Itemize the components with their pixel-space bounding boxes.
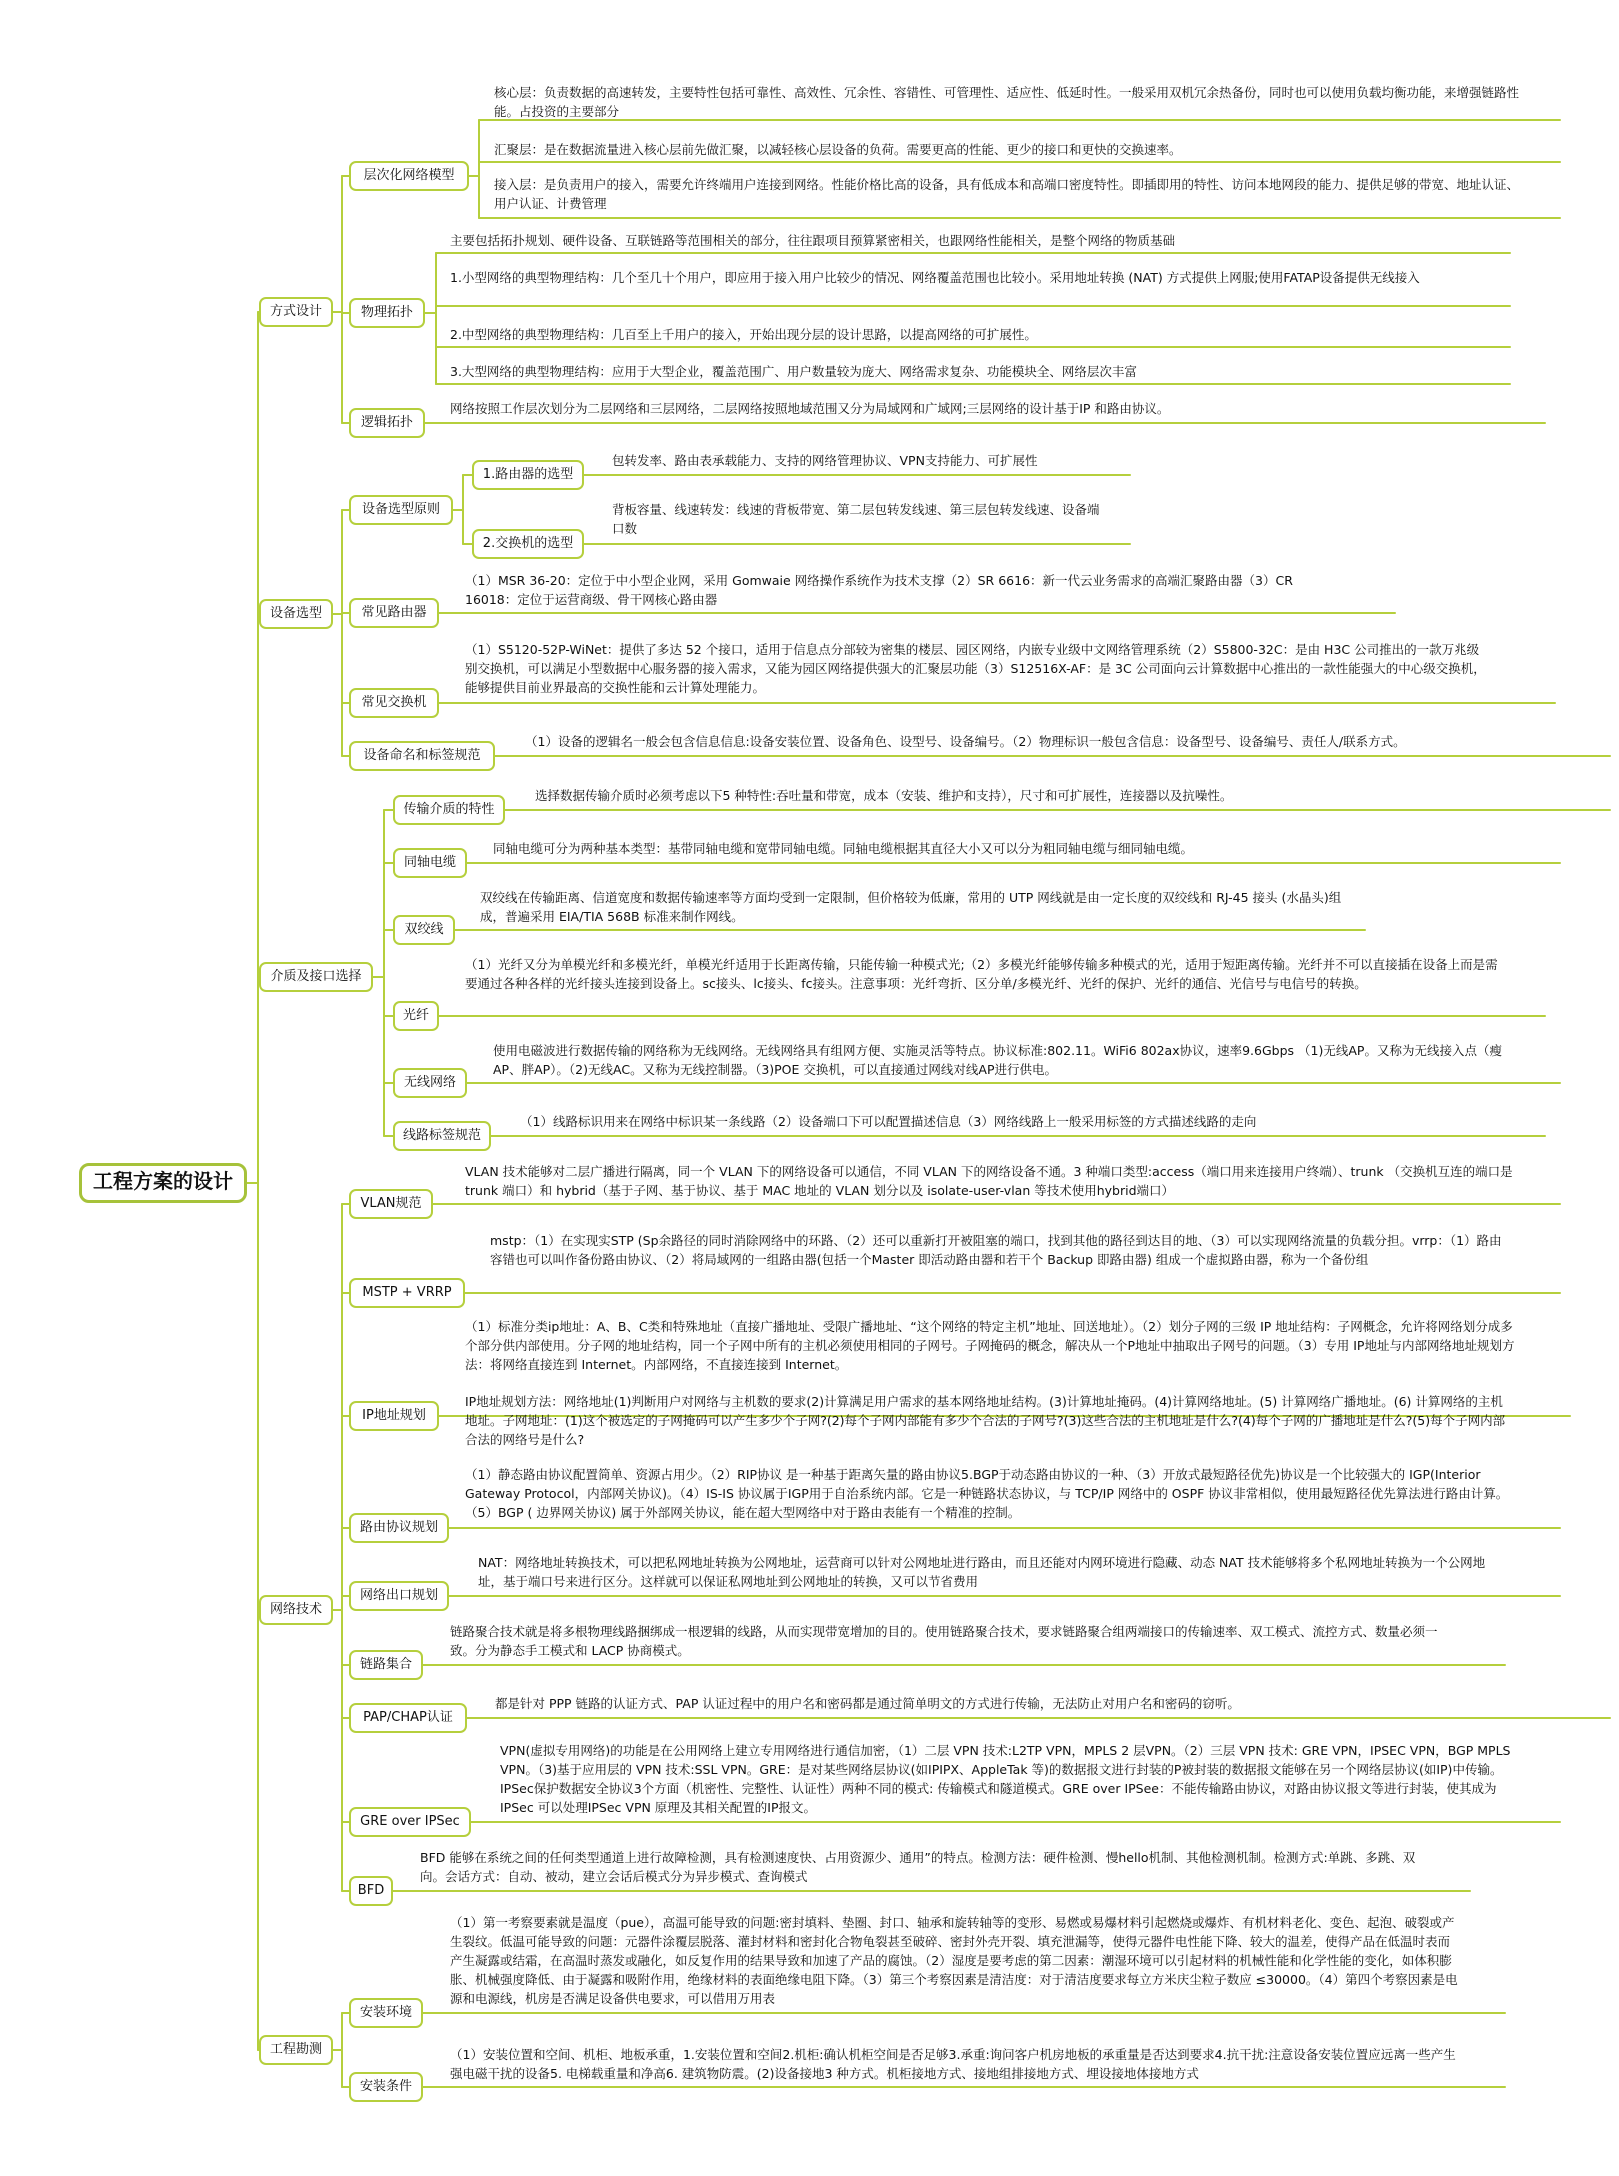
leaf-physical-small: 1.小型网络的典型物理结构：几个至几十个用户，即应用于接入用户比较少的情况、网络覆盖范围也比较小。采用地址转换 (NAT) 方式提供上网服;使用FATAP设备提供无线接入 <box>450 270 1420 285</box>
topic-link-aggregation[interactable]: 链路集合 <box>349 1650 423 1680</box>
topic-mode-design[interactable]: 方式设计 <box>259 297 333 327</box>
leaf-core-layer: 核心层：负责数据的高速转发，主要特性包括可靠性、高效性、冗余性、容错性、可管理性、适应性、低延时性。一般采用双机冗余热备份，同时也可以使用负载均衡功能，来增强链路性能。占投资的主要部分 <box>494 85 1520 119</box>
topic-install-conditions[interactable]: 安装条件 <box>349 2072 423 2102</box>
topic-hierarchical-model[interactable]: 层次化网络模型 <box>349 161 469 191</box>
topic-media-characteristics[interactable]: 传输介质的特性 <box>393 795 505 825</box>
topic-optical-fiber[interactable]: 光纤 <box>393 1001 439 1031</box>
topic-install-environment[interactable]: 安装环境 <box>349 1998 423 2028</box>
leaf-routing-protocol: （1）静态路由协议配置简单、资源占用少。（2）RIP协议 是一种基于距离矢量的路由协议5.BGP于动态路由协议的一种、（3）开放式最短路径优先)协议是一个比较强大的 IGP(Interior Gateway Protocol，内部网关协议)。（4）IS-IS 协议属于IGP用于自治系统内部。它是一种链路状态协议，与 TCP/IP 网络中的 OSPF 协议非常相似，使用最短路径优先算法进行路由计算。（5）BGP ( 边界网关协议) 属于外部网关协议，能在超大型网络中对于路由表能有一个精准的控制。 <box>465 1467 1509 1520</box>
leaf-common-switches: （1）S5120-52P-WiNet：提供了多达 52 个接口，适用于信息点分部较为密集的楼层、园区网络，内嵌专业级中文网络管理系统（2）S5800-32C：是由 H3C 公司推出的一款万兆级别交换机，可以满足小型数据中心服务器的接入需求，又能为园区网络提供强大的汇聚层功能（3）S12516X-AF：是 3C 公司面向云计算数据中心推出的一款性能强大的中心级交换机，能够提供目前业界最高的交换性能和云计算处理能力。 <box>465 642 1486 695</box>
leaf-physical-mid: 2.中型网络的典型物理结构：几百至上千用户的接入，开始出现分层的设计思路，以提高网络的可扩展性。 <box>450 327 1037 342</box>
topic-routing-protocol[interactable]: 路由协议规划 <box>349 1513 449 1543</box>
topic-switch-selection[interactable]: 2.交换机的选型 <box>472 529 584 559</box>
topic-media-interface[interactable]: 介质及接口选择 <box>259 962 373 992</box>
leaf-device-naming: （1）设备的逻辑名一般会包含信息信息:设备安装位置、设备角色、设型号、设备编号。（2）物理标识一般包含信息：设备型号、设备编号、责任人/联系方式。 <box>525 734 1406 749</box>
leaf-physical-large: 3.大型网络的典型物理结构：应用于大型企业，覆盖范围广、用户数量较为庞大、网络需求复杂、功能模块全、网络层次丰富 <box>450 364 1137 379</box>
leaf-link-aggregation: 链路聚合技术就是将多根物理线路捆绑成一根逻辑的线路，从而实现带宽增加的目的。使用链路聚合技术，要求链路聚合组两端接口的传输速率、双工模式、流控方式、数量必须一致。分为静态手工模式和 LACP 协商模式。 <box>450 1624 1438 1658</box>
topic-site-survey[interactable]: 工程勘测 <box>259 2035 333 2065</box>
topic-twisted-pair[interactable]: 双绞线 <box>393 915 455 945</box>
topic-common-switches[interactable]: 常见交换机 <box>349 688 439 718</box>
leaf-ip-method: IP地址规划方法：网络地址(1)判断用户对网络与主机数的要求(2)计算满足用户需求的基本网络地址结构。(3)计算地址掩码。(4)计算网络地址。(5) 计算网络广播地址。(6) 计算网络的主机地址。子网地址：(1)这个被选定的子网掩码可以产生多少个子网?(2)每个子网内部能有多少个合法的子网号?(3)这些合法的主机地址是什么?(4)每个子网的广播地址是什么?(5)每个子网内部合法的网络号是什么? <box>465 1394 1506 1447</box>
leaf-router-selection: 包转发率、路由表承载能力、支持的网络管理协议、VPN支持能力、可扩展性 <box>612 453 1038 468</box>
root-topic[interactable]: 工程方案的设计 <box>79 1163 247 1203</box>
topic-physical-topology[interactable]: 物理拓扑 <box>349 298 425 328</box>
topic-device-selection[interactable]: 设备选型 <box>259 599 333 629</box>
leaf-wireless: 使用电磁波进行数据传输的网络称为无线网络。无线网络具有组网方便、实施灵活等特点。协议标准:802.11。WiFi6 802ax协议，速率9.6Gbps （1)无线AP。又称为无线接入点（瘦AP、胖AP）。（2)无线AC。又称为无线控制器。（3)POE 交换机，可以直接通过网线对线AP进行供电。 <box>493 1043 1502 1077</box>
topic-egress-planning[interactable]: 网络出口规划 <box>349 1581 449 1611</box>
leaf-media-characteristics: 选择数据传输介质时必须考虑以下5 种特性:吞吐量和带宽，成本（安装、维护和支持），尺寸和可扩展性，连接器以及抗噪性。 <box>535 788 1233 803</box>
leaf-twisted-pair: 双绞线在传输距离、信道宽度和数据传输速率等方面均受到一定限制，但价格较为低廉，常用的 UTP 网线就是由一定长度的双绞线和 RJ-45 接头 (水晶头)组成，普遍采用 EIA/TIA 568B 标准来制作网线。 <box>480 890 1342 924</box>
leaf-logical-topology: 网络按照工作层次划分为二层网络和三层网络，二层网络按照地域范围又分为局域网和广域网;三层网络的设计基于IP 和路由协议。 <box>450 401 1170 416</box>
leaf-pap-chap: 都是针对 PPP 链路的认证方式、PAP 认证过程中的用户名和密码都是通过简单明文的方式进行传输，无法防止对用户名和密码的窃听。 <box>495 1696 1240 1711</box>
topic-coaxial-cable[interactable]: 同轴电缆 <box>393 848 467 878</box>
leaf-physical-intro: 主要包括拓扑规划、硬件设备、互联链路等范围相关的部分，往往跟项目预算紧密相关，也跟网络性能相关，是整个网络的物质基础 <box>450 233 1176 248</box>
leaf-access-layer: 接入层：是负责用户的接入，需要允许终端用户连接到网络。性能价格比高的设备，具有低成本和高端口密度特性。即插即用的特性、访问本地网段的能力、提供足够的带宽、地址认证、用户认证、计费管理 <box>494 177 1520 211</box>
topic-bfd[interactable]: BFD <box>349 1876 393 1906</box>
leaf-ip-basics: （1）标准分类ip地址：A、B、C类和特殊地址（直接广播地址、受限广播地址、“这个网络的特定主机”地址、回送地址）。（2）划分子网的三级 IP 地址结构：子网概念，允许将网络划分成多个部分供内部使用。分子网的地址结构，同一个子网中所有的主机必须使用相同的子网号。子网掩码的概念，解决从一个P地址中抽取出子网号的问题。（3）专用 IP地址与内部网络地址规划方法：将网络直接连到 Internet。内部网络，不直接连接到 Internet。 <box>465 1319 1515 1372</box>
leaf-install-environment: （1）第一考察要素就是温度（pue），高温可能导致的问题:密封填料、垫圈、封口、轴承和旋转轴等的变形、易燃或易爆材料引起燃烧或爆炸、有机材料老化、变色、起泡、破裂或产生裂纹。低温可能导致的问题：元器件涂覆层脱落、灌封材料和密封化合物龟裂甚至破碎、密封外壳开裂、填充泄漏等，使得元器件电性能下降、较大的温差，使得产品在低温时表而产生凝露或结霜，在高温时蒸发或融化，如反复作用的结果导致和加速了产品的腐蚀。（2）湿度是要考虑的第二因素：潮湿环境可以引起材料的机械性能和化学性能的变化，如体积膨胀、机械强度降低、由于凝露和吸附作用，绝缘材料的表面绝缘电阻下降。（3）第三个考察因素是清洁度：对于清洁度要求每立方米庆尘粒子数应 ≤30000。（4）第四个考察因素是电源和电源线，机房是否满足设备供电要求，可以借用万用表 <box>450 1915 1458 2006</box>
leaf-switch-selection: 背板容量、线速转发：线速的背板带宽、第二层包转发线速、第三层包转发线速、设备端口数 <box>612 502 1100 536</box>
leaf-line-labels: （1）线路标识用来在网络中标识某一条线路（2）设备端口下可以配置描述信息（3）网络线路上一般采用标签的方式描述线路的走向 <box>520 1114 1257 1129</box>
topic-selection-principles[interactable]: 设备选型原则 <box>349 495 453 525</box>
topic-gre-ipsec[interactable]: GRE over IPSec <box>349 1807 471 1837</box>
topic-pap-chap[interactable]: PAP/CHAP认证 <box>349 1703 467 1733</box>
topic-router-selection[interactable]: 1.路由器的选型 <box>472 460 584 490</box>
topic-network-tech[interactable]: 网络技术 <box>259 1595 333 1625</box>
leaf-vlan: VLAN 技术能够对二层广播进行隔离，同一个 VLAN 下的网络设备可以通信，不同 VLAN 下的网络设备不通。3 种端口类型:access（端口用来连接用户终端）、trunk （交换机互连的端口是 trunk 端口）和 hybrid（基于子网、基于协议、基于 MAC 地址的 VLAN 划分以及 isolate-user-vlan 等技术使用hybrid端口） <box>465 1164 1513 1198</box>
topic-logical-topology[interactable]: 逻辑拓扑 <box>349 408 425 438</box>
topic-vlan[interactable]: VLAN规范 <box>349 1189 433 1219</box>
leaf-nat: NAT：网络地址转换技术，可以把私网地址转换为公网地址，运营商可以针对公网地址进行路由，而且还能对内网环境进行隐藏、动态 NAT 技术能够将多个私网地址转换为一个公网地址，基于端口号来进行区分。这样就可以保证私网地址到公网地址的转换，又可以节省费用 <box>478 1555 1486 1589</box>
topic-common-routers[interactable]: 常见路由器 <box>349 598 439 628</box>
leaf-mstp-vrrp: mstp：（1）在实现实STP (Sp余路径的同时消除网络中的环路、（2）还可以重新打开被阻塞的端口，找到其他的路径到达目的地、（3）可以实现网络流量的负载分担。vrrp：（1）路由容错也可以叫作备份路由协议、（2）将局域网的一组路由器(包括一个Master 即活动路由器和若干个 Backup 即路由器) 组成一个虚拟路由器，称为一个备份组 <box>490 1233 1502 1267</box>
leaf-common-routers: （1）MSR 36-20：定位于中小型企业网，采用 Gomwaie 网络操作系统作为技术支撑（2）SR 6616：新一代云业务需求的高端汇聚路由器（3）CR 16018：定位于运营商级、骨干网核心路由器 <box>465 573 1293 607</box>
leaf-bfd: BFD 能够在系统之间的任何类型通道上进行故障检测，具有检测速度快、占用资源少、通用”的特点。检测方法：硬件检测、慢hello机制、其他检测机制。检测方式:单跳、多跳、双向。会话方式：自动、被动，建立会话后模式分为异步模式、查询模式 <box>420 1850 1416 1884</box>
leaf-install-conditions: （1）安装位置和空间、机柜、地板承重，1.安装位置和空间2.机柜:确认机柜空间是否足够3.承重:询问客户机房地板的承重量是否达到要求4.抗干扰:注意设备安装位置应远离一些产生强电磁干扰的设备5. 电梯载重量和净高6. 建筑物防震。(2)设备接地3 种方式。机柜接地方式、接地组排接地方式、埋设接地体接地方式 <box>450 2047 1456 2081</box>
topic-wireless[interactable]: 无线网络 <box>393 1068 467 1098</box>
leaf-optical-fiber: （1）光纤又分为单模光纤和多模光纤，单模光纤适用于长距离传输，只能传输一种模式光;（2）多模光纤能够传输多种模式的光，适用于短距离传输。光纤并不可以直接插在设备上而是需要通过各种各样的光纤接头连接到设备上。sc接头、lc接头、fc接头。注意事项：光纤弯折、区分单/多模光纤、光纤的保护、光纤的通信、光信号与电信号的转换。 <box>465 957 1498 991</box>
topic-line-labels[interactable]: 线路标签规范 <box>393 1121 491 1151</box>
leaf-aggregation-layer: 汇聚层：是在数据流量进入核心层前先做汇聚，以减轻核心层设备的负荷。需要更高的性能、更少的接口和更快的交换速率。 <box>494 142 1182 157</box>
topic-mstp-vrrp[interactable]: MSTP + VRRP <box>349 1278 465 1308</box>
topic-device-naming[interactable]: 设备命名和标签规范 <box>349 741 495 771</box>
leaf-gre-ipsec: VPN(虚拟专用网络)的功能是在公用网络上建立专用网络进行通信加密，（1）二层 VPN 技术:L2TP VPN，MPLS 2 层VPN。（2）三层 VPN 技术: GRE VPN，IPSEC VPN，BGP MPLS VPN。（3)基于应用层的 VPN 技术:SSL VPN。GRE：是对某些网络层协议(如IPIPX、AppleTak 等)的数据报文进行封装的P被封装的数据报文能够在另一个网络层协议(如IP)中传输。IPSec保护数据安全协议3个方面（机密性、完整性、认证性）两种不同的模式: 传输模式和隧道模式。GRE over IPSee：不能传输路由协议，对路由协议报文等进行封装，使其成为 IPSec 可以处理IPSec VPN 原理及其相关配置的IP报文。 <box>500 1743 1511 1815</box>
topic-ip-planning[interactable]: IP地址规划 <box>349 1401 439 1431</box>
leaf-coaxial-cable: 同轴电缆可分为两种基本类型：基带同轴电缆和宽带同轴电缆。同轴电缆根据其直径大小又可以分为粗同轴电缆与细同轴电缆。 <box>493 841 1194 856</box>
